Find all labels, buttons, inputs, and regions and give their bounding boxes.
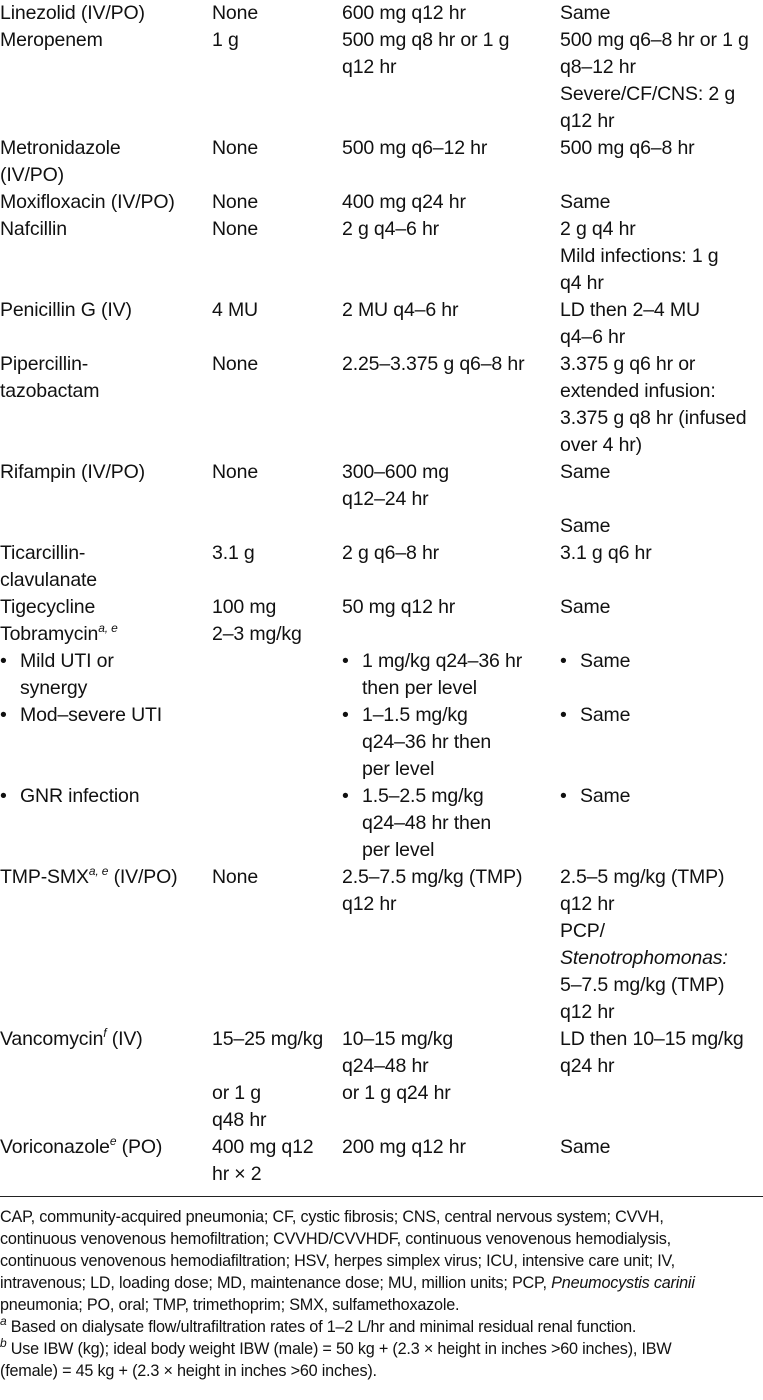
drug-cell: Metronidazole (IV/PO) — [0, 137, 121, 186]
loading-dose-cell: 100 mg — [212, 596, 277, 618]
abbrev-line: intravenous; LD, loading dose; MD, maintenance dose; MU, million units; PCP, Pneumocystis carinii — [0, 1274, 695, 1292]
cvvh-cell: 600 mg q12 hr — [342, 2, 466, 24]
drug-cell: Meropenem — [0, 29, 103, 51]
table-row — [0, 135, 763, 189]
loading-dose-cell: None — [212, 218, 259, 240]
cvvh-cell: • 1 mg/kg q24–36 hr then per level — [342, 650, 523, 699]
cvvh-cell: 200 mg q12 hr — [342, 1136, 466, 1158]
cvvhd-cell: Same — [560, 2, 611, 24]
loading-dose-cell: None — [212, 866, 259, 888]
table-row — [0, 621, 763, 648]
cvvh-cell: 10–15 mg/kg q24–48 hr or 1 g q24 hr — [342, 1028, 454, 1104]
cvvhd-cell: • Same — [560, 648, 630, 675]
cvvh-cell: 400 mg q24 hr — [342, 191, 466, 213]
drug-cell: TMP-SMX$^{a, e}$ (IV/PO) — [0, 863, 178, 888]
cvvhd-cell: 3.1 g q6 hr — [560, 542, 652, 564]
cvvhd-cell: LD then 10–15 mg/kg q24 hr — [560, 1028, 744, 1077]
bullet-icon: • — [560, 650, 567, 672]
cvvh-cell: 500 mg q8 hr or 1 g q12 hr — [342, 29, 510, 78]
abbrev-line: pneumonia; PO, oral; TMP, trimethoprim; SMX, sulfamethoxazole. — [0, 1296, 460, 1314]
table-row — [0, 297, 763, 351]
cvvhd-cell: 2 g q4 hr Mild infections: 1 g q4 hr — [560, 218, 719, 294]
cvvhd-cell: • Same — [560, 702, 630, 729]
cvvhd-cell: 3.375 g q6 hr or extended infusion: 3.375 g q8 hr (infused over 4 hr) — [560, 353, 747, 456]
table-row — [0, 648, 763, 702]
cvvh-cell: • 1.5–2.5 mg/kg q24–48 hr then per level — [342, 785, 492, 861]
drug-cell: Penicillin G (IV) — [0, 299, 132, 321]
bullet-icon: • — [0, 704, 7, 726]
cvvh-cell: 2.5–7.5 mg/kg (TMP) q12 hr — [342, 866, 523, 915]
table-row — [0, 1026, 763, 1134]
bullet-icon: • — [0, 785, 7, 807]
table-row — [0, 702, 763, 783]
cvvh-cell: • 1–1.5 mg/kg q24–36 hr then per level — [342, 704, 492, 780]
loading-dose-cell: None — [212, 461, 259, 483]
bullet-icon: • — [342, 650, 349, 672]
bullet-icon: • — [342, 785, 349, 807]
loading-dose-cell: 15–25 mg/kg or 1 g q48 hr — [212, 1028, 324, 1131]
bullet-icon: • — [0, 650, 7, 672]
table-bottom-rule — [0, 1196, 763, 1197]
abbrev-line: continuous venovenous hemofiltration; CVVHD/CVVHDF, continuous venovenous hemodialysis, — [0, 1230, 671, 1248]
loading-dose-cell: None — [212, 2, 259, 24]
cvvh-cell: 50 mg q12 hr — [342, 596, 456, 618]
bullet-icon: • — [342, 704, 349, 726]
loading-dose-cell: None — [212, 191, 259, 213]
table-row — [0, 540, 763, 594]
cvvhd-cell: 500 mg q6–8 hr — [560, 137, 695, 159]
footnote-b-cont: (female) = 45 kg + (2.3 × height in inches >60 inches). — [0, 1362, 377, 1380]
table-row — [0, 594, 763, 621]
cvvhd-cell: Same Same — [560, 461, 611, 537]
loading-dose-cell: None — [212, 137, 259, 159]
table-row — [0, 864, 763, 1026]
cvvhd-cell: 2.5–5 mg/kg (TMP) q12 hr PCP/ Stenotrophomonas: 5–7.5 mg/kg (TMP) q12 hr — [560, 866, 728, 1023]
cvvh-cell: 2.25–3.375 g q6–8 hr — [342, 353, 525, 375]
drug-cell: Pipercillin- tazobactam — [0, 353, 100, 402]
footnote-a: $^a$ Based on dialysate flow/ultrafiltration rates of 1–2 L/hr and minimal residual renal function. — [0, 1313, 637, 1336]
table-row — [0, 783, 763, 864]
drug-cell: Moxifloxacin (IV/PO) — [0, 191, 175, 213]
drug-cell: Ticarcillin- clavulanate — [0, 542, 98, 591]
cvvhd-cell: • Same — [560, 783, 630, 810]
table-row — [0, 459, 763, 540]
cvvhd-cell: LD then 2–4 MU q4–6 hr — [560, 299, 700, 348]
drug-cell: Nafcillin — [0, 218, 67, 240]
cvvh-cell: 500 mg q6–12 hr — [342, 137, 488, 159]
drug-cell: Vancomycin$^f$ (IV) — [0, 1025, 143, 1050]
footnote-b: $^b$ Use IBW (kg); ideal body weight IBW (male) = 50 kg + (2.3 × height in inches >60 inches), IBW — [0, 1335, 672, 1358]
drug-cell: Rifampin (IV/PO) — [0, 461, 145, 483]
table-row — [0, 0, 763, 27]
cvvh-cell: 2 MU q4–6 hr — [342, 299, 459, 321]
bullet-icon: • — [560, 704, 567, 726]
loading-dose-cell: None — [212, 353, 259, 375]
drug-cell: Voriconazole$^e$ (PO) — [0, 1133, 163, 1158]
cvvh-cell: 2 g q6–8 hr — [342, 542, 440, 564]
drug-cell: • GNR infection — [0, 783, 139, 810]
cvvh-cell: 300–600 mg q12–24 hr — [342, 461, 449, 510]
loading-dose-cell: 400 mg q12 hr × 2 — [212, 1136, 314, 1185]
cvvhd-cell: Same — [560, 191, 611, 213]
drug-cell: Tobramycin$^{a, e}$ — [0, 620, 118, 645]
loading-dose-cell: 2–3 mg/kg — [212, 623, 302, 645]
cvvhd-cell: Same — [560, 1136, 611, 1158]
bullet-icon: • — [560, 785, 567, 807]
loading-dose-cell: 4 MU — [212, 299, 258, 321]
table-row — [0, 27, 763, 135]
drug-cell: • Mild UTI or synergy — [0, 650, 114, 699]
table-row — [0, 1134, 763, 1188]
abbrev-line: CAP, community-acquired pneumonia; CF, cystic fibrosis; CNS, central nervous system; CVVH, — [0, 1208, 664, 1226]
loading-dose-cell: 3.1 g — [212, 542, 255, 564]
table-row — [0, 351, 763, 459]
abbrev-line: continuous venovenous hemodiafiltration; HSV, herpes simplex virus; ICU, intensive care unit; IV, — [0, 1252, 675, 1270]
loading-dose-cell: 1 g — [212, 29, 239, 51]
footnotes — [0, 1206, 763, 1382]
table-row — [0, 216, 763, 297]
drug-cell: • Mod–severe UTI — [0, 702, 162, 729]
drug-cell: Linezolid (IV/PO) — [0, 2, 145, 24]
cvvhd-cell: 500 mg q6–8 hr or 1 g q8–12 hr Severe/CF/CNS: 2 g q12 hr — [560, 29, 749, 132]
cvvh-cell: 2 g q4–6 hr — [342, 218, 440, 240]
table-row — [0, 189, 763, 216]
drug-cell: Tigecycline — [0, 596, 96, 618]
cvvhd-cell: Same — [560, 596, 611, 618]
